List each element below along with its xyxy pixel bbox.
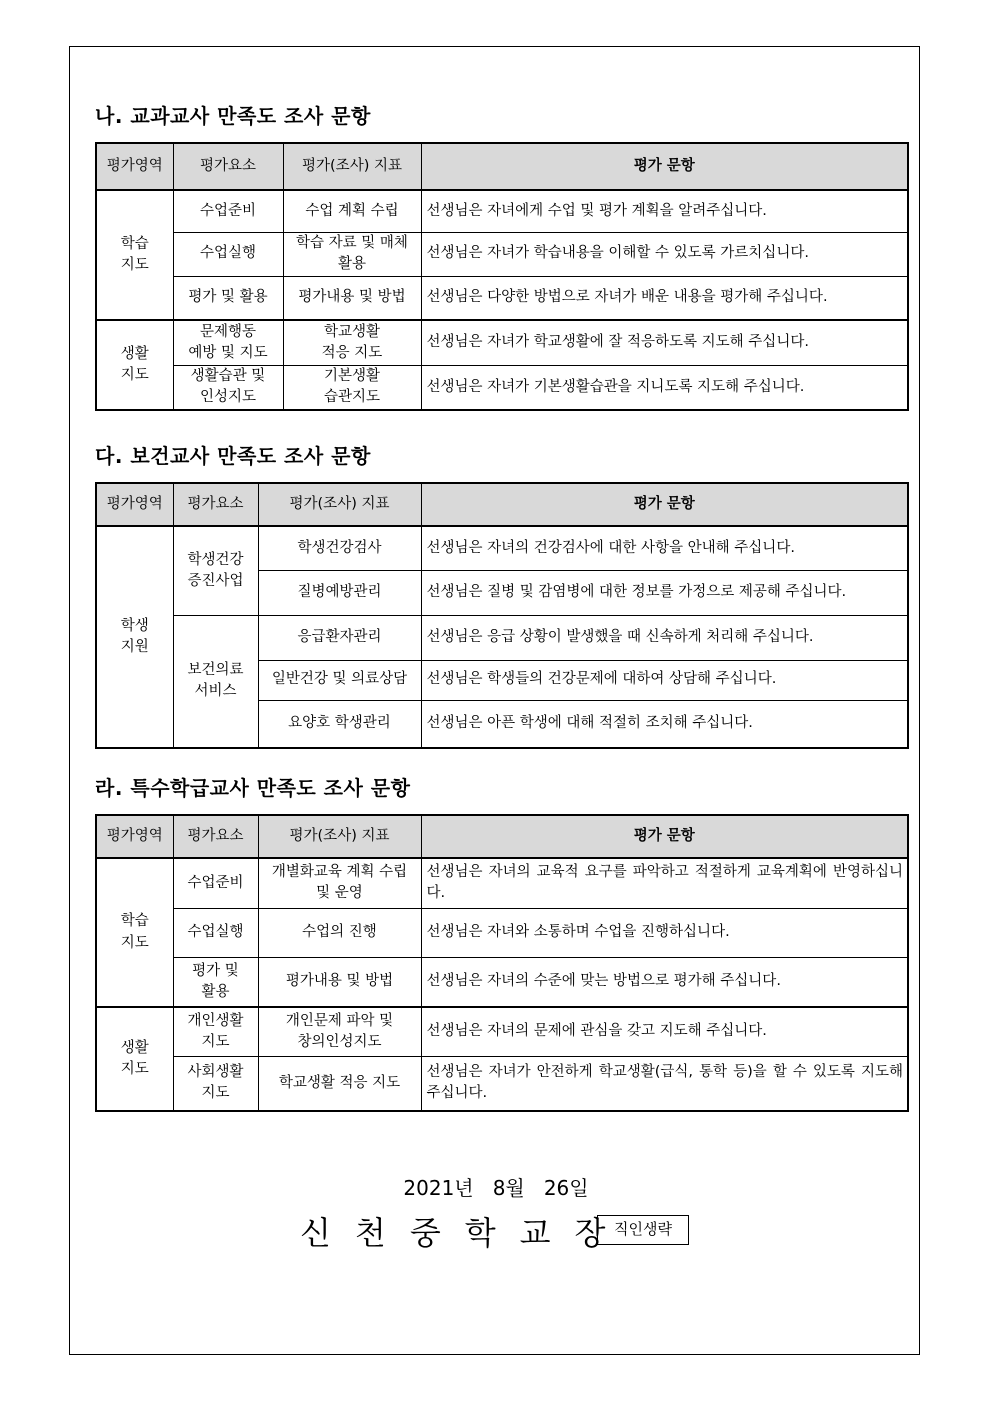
area-cell: 학습 지도 [96,190,173,320]
question-cell: 선생님은 자녀가 기본생활습관을 지니도록 지도해 주십니다. [421,365,908,410]
question-cell: 선생님은 자녀가 학습내용을 이해할 수 있도록 가르치십니다. [421,232,908,276]
indicator-cell: 응급환자관리 [258,615,421,660]
section-title-ra: 라. 특수학급교사 만족도 조사 문항 [95,776,411,800]
section-title-da: 다. 보건교사 만족도 조사 문항 [95,444,371,468]
question-cell: 선생님은 응급 상황이 발생했을 때 신속하게 처리해 주십니다. [421,615,908,660]
header-element: 평가요소 [173,143,283,190]
header-question: 평가 문항 [421,483,908,526]
signer-name: 신천중학교장 [300,1214,630,1252]
section-title-na: 나. 교과교사 만족도 조사 문항 [95,104,371,128]
indicator-cell: 평가내용 및 방법 [283,276,421,320]
element-cell: 보건의료 서비스 [173,615,258,748]
indicator-cell: 평가내용 및 방법 [258,957,421,1007]
header-question: 평가 문항 [421,815,908,858]
element-cell: 수업실행 [173,908,258,957]
question-cell: 선생님은 자녀에게 수업 및 평가 계획을 알려주십니다. [421,190,908,232]
stamp-omitted-box: 직인생략 [597,1215,689,1245]
element-cell: 평가 및 활용 [173,276,283,320]
question-cell: 선생님은 자녀가 학교생활에 잘 적응하도록 지도해 주십니다. [421,320,908,365]
area-cell: 생활 지도 [96,1007,173,1111]
element-cell: 수업실행 [173,232,283,276]
element-cell: 학생건강 증진사업 [173,526,258,615]
question-cell: 선생님은 자녀의 교육적 요구를 파악하고 적절하게 교육계획에 반영하십니다. [421,858,908,908]
question-cell: 선생님은 자녀의 문제에 관심을 갖고 지도해 주십니다. [421,1007,908,1056]
element-cell: 문제행동 예방 및 지도 [173,320,283,365]
question-cell: 선생님은 질병 및 감염병에 대한 정보를 가정으로 제공해 주십니다. [421,570,908,615]
question-cell: 선생님은 자녀와 소통하며 수업을 진행하십니다. [421,908,908,957]
header-indicator: 평가(조사) 지표 [283,143,421,190]
element-cell: 생활습관 및 인성지도 [173,365,283,410]
indicator-cell: 수업의 진행 [258,908,421,957]
indicator-cell: 학습 자료 및 매체 활용 [283,232,421,276]
indicator-cell: 학교생활 적응 지도 [258,1056,421,1111]
element-cell: 개인생활 지도 [173,1007,258,1056]
header-indicator: 평가(조사) 지표 [258,815,421,858]
indicator-cell: 일반건강 및 의료상담 [258,660,421,700]
header-area: 평가영역 [96,483,173,526]
header-element: 평가요소 [173,815,258,858]
element-cell: 사회생활 지도 [173,1056,258,1111]
area-cell: 학생 지원 [96,526,173,748]
indicator-cell: 개별화교육 계획 수립 및 운영 [258,858,421,908]
area-cell: 생활 지도 [96,320,173,410]
indicator-cell: 개인문제 파악 및 창의인성지도 [258,1007,421,1056]
table-ra [95,814,909,1112]
area-cell: 학습 지도 [96,858,173,1007]
header-element: 평가요소 [173,483,258,526]
table-da [95,482,909,749]
table-na [95,142,909,411]
question-cell: 선생님은 학생들의 건강문제에 대하여 상담해 주십니다. [421,660,908,700]
indicator-cell: 학생건강검사 [258,526,421,570]
indicator-cell: 요양호 학생관리 [258,700,421,748]
question-cell: 선생님은 다양한 방법으로 자녀가 배운 내용을 평가해 주십니다. [421,276,908,320]
element-cell: 수업준비 [173,858,258,908]
header-indicator: 평가(조사) 지표 [258,483,421,526]
header-area: 평가영역 [96,143,173,190]
question-cell: 선생님은 자녀의 수준에 맞는 방법으로 평가해 주십니다. [421,957,908,1007]
element-cell: 수업준비 [173,190,283,232]
header-area: 평가영역 [96,815,173,858]
indicator-cell: 질병예방관리 [258,570,421,615]
indicator-cell: 학교생활 적응 지도 [283,320,421,365]
question-cell: 선생님은 아픈 학생에 대해 적절히 조치해 주십니다. [421,700,908,748]
issue-date: 2021년 8월 26일 [403,1176,589,1200]
header-question: 평가 문항 [421,143,908,190]
indicator-cell: 수업 계획 수립 [283,190,421,232]
question-cell: 선생님은 자녀가 안전하게 학교생활(급식, 통학 등)을 할 수 있도록 지도해 주십니다. [421,1056,908,1111]
indicator-cell: 기본생활 습관지도 [283,365,421,410]
element-cell: 평가 및 활용 [173,957,258,1007]
question-cell: 선생님은 자녀의 건강검사에 대한 사항을 안내해 주십니다. [421,526,908,570]
